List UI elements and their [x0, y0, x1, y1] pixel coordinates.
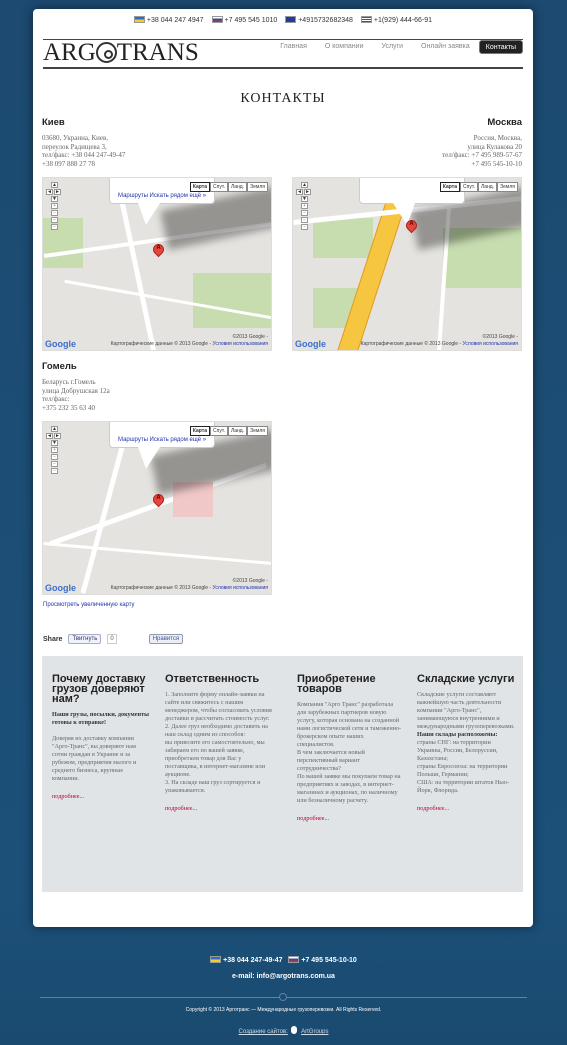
- map-terms-link[interactable]: Условия использования: [212, 341, 268, 347]
- column-why-us: Почему доставку грузов доверяют нам? Наши грузы, посылки, документы готовы к отправке! Доверяя их доставку компании "Арго-Транс", вы доверяют нам сотни граждан в Украине и за рубежом, предприятия малого и среднего бизнеса, крупные компании. подробнее...: [52, 673, 149, 800]
- email-link[interactable]: info@argotrans.com.ua: [256, 973, 335, 980]
- page-title: КОНТАКТЫ: [240, 91, 326, 106]
- info-panel: [42, 656, 523, 892]
- eu-flag-icon: [285, 16, 296, 23]
- map-gomel[interactable]: Маршруты Искать рядом ещё » ▲ ◄ ► ▼ + − − − Карта Спут. Ланд. Земля A Google ©2013 Google - Картографические данные © 2013 Google - Условия использования: [42, 421, 272, 595]
- map-moscow-zoom-control[interactable]: ▲ ◄ ► ▼ + − − −: [297, 183, 310, 230]
- map-marker-icon[interactable]: A: [153, 244, 164, 259]
- view-large-map-link[interactable]: Просмотреть увеличенную карту: [43, 602, 135, 608]
- map-terms-link[interactable]: Условия использования: [212, 585, 268, 591]
- nav-home[interactable]: Главная: [280, 43, 307, 50]
- usa-flag-icon: [361, 16, 372, 23]
- main-nav: [271, 40, 523, 54]
- address-gomel: Беларусь г.Гомель улица Добрушская 12а тел/факс: +375 232 35 63 40: [42, 378, 110, 412]
- address-moscow: Россия, Москва, улица Кулакова 20 тел/факс: +7 495 989-57-67 +7 495 545-10-10: [442, 134, 522, 168]
- footer-copyright: Copyright © 2013 Арготранс — Международные грузоперевозки. All Rights Reserved.: [185, 1007, 382, 1013]
- map-kiev[interactable]: Маршруты Искать рядом ещё » ▲ ◄ ► ▼ + − − − Карта Спут. Ланд. Земля A Google ©2013 Google - Картографические данные © 2013 Google - Условия использования: [42, 177, 272, 351]
- header-line-bottom: [43, 67, 523, 69]
- map-moscow-type-switch[interactable]: Карта Спут. Ланд. Земля: [440, 182, 518, 192]
- logo-globe-icon: [96, 42, 117, 63]
- footer-email: e-mail: info@argotrans.com.ua: [232, 973, 335, 980]
- facebook-like-button[interactable]: Нравится: [149, 634, 183, 644]
- map-kiev-links[interactable]: Маршруты Искать рядом ещё »: [118, 193, 207, 199]
- column-warehouse: Складские услуги Складские услуги составляют важнейшую часть деятельности компании "Арго-Транс", занимающуюся внутренними и международными грузоперевозками. Наши склады расположены: страны СНГ: на территории Украины, России, Белоруссии, Казахстана; страны Евросоюза: на территории Польши, Германии; США: на территории штатов Нью-Йорк, Флорида. подробнее...: [417, 674, 517, 812]
- tweet-button[interactable]: Твитнуть: [68, 634, 101, 644]
- more-link[interactable]: подробнее...: [165, 805, 198, 812]
- column-title: Ответственность: [165, 673, 260, 685]
- column-responsibility: Ответственность 1. Заполните форму онлайн-заявки на сайте или свяжитесь с нашим менеджером, чтобы согласовать условия доставки и рассчитать стоимость услуг. 2. Далее груз необходимо доставить на наш склад одним из способов: вы привозите его самостоятельно, мы забираем его по вашей заявке, приобретаем товар для Вас у поставщика, в интернет-магазине или аукционе. 3. На складе ваш груз сортируется и упаковывается. подробнее...: [165, 673, 272, 812]
- topbar-phones: [33, 9, 533, 32]
- share-bar: Share Твитнуть 0 Нравится: [43, 634, 183, 644]
- map-terms-link[interactable]: Условия использования: [462, 341, 518, 347]
- more-link[interactable]: подробнее...: [417, 805, 450, 812]
- tweet-count: 0: [107, 634, 116, 644]
- google-logo[interactable]: Google: [45, 583, 76, 593]
- address-kiev: 03680, Украина, Киев, переулок Радищева 3, тел/факс: +38 044 247-49-47 +38 097 888 27 78: [42, 134, 126, 168]
- nav-contacts[interactable]: Контакты: [479, 40, 523, 54]
- footer-divider-ornament: [279, 993, 287, 1001]
- ukraine-flag-icon: [134, 16, 145, 23]
- column-title: Складские услуги: [417, 673, 515, 685]
- page-container: [33, 9, 533, 927]
- map-kiev-type-switch[interactable]: Карта Спут. Ланд. Земля: [190, 182, 268, 192]
- map-marker-icon[interactable]: A: [153, 494, 164, 509]
- phone-ua: +38 044 247 4947: [134, 17, 204, 24]
- nav-services[interactable]: Услуги: [381, 43, 404, 50]
- google-logo[interactable]: Google: [45, 339, 76, 349]
- map-kiev-zoom-control[interactable]: ▲ ◄ ► ▼ + − − −: [47, 183, 60, 230]
- phone-us: +1(929) 444-66-91: [361, 17, 432, 24]
- footer-phones: +38 044 247-49-47 +7 495 545-10-10: [0, 956, 567, 964]
- column-title: Приобретение товаров: [297, 673, 376, 695]
- map-moscow[interactable]: ▲ ◄ ► ▼ + − − − Карта Спут. Ланд. Земля A Google ©2013 Google - Картографические данные © 2013 Google - Условия использования: [292, 177, 522, 351]
- nav-order[interactable]: Онлайн заявка: [421, 43, 470, 50]
- more-link[interactable]: подробнее...: [297, 815, 330, 822]
- russia-flag-icon: [288, 956, 299, 963]
- city-moscow: Москва: [487, 117, 522, 128]
- city-kiev: Киев: [42, 117, 65, 128]
- artgroups-logo-icon: [291, 1026, 297, 1034]
- site-logo[interactable]: ARG TRANS: [43, 39, 199, 66]
- map-gomel-zoom-control[interactable]: ▲ ◄ ► ▼ + − − −: [47, 427, 60, 474]
- made-by-link[interactable]: Создание сайтов:: [238, 1029, 288, 1035]
- phone-eu: +4915732682348: [285, 17, 353, 24]
- column-purchasing: Приобретение товаров Компания "Арго Транс" разработала для зарубежных партнеров новую услугу, которая основана на созданной нами логистической сети и таможенно-брокерском опыте наших специалистов. В чем заключается новый перспективный вариант сотрудничества? По вашей заявке мы покупаем товар на предприятиях и заводах, в интернет-магазинах и аукционах, по наличному или безналичному расчету. подробнее...: [297, 673, 402, 822]
- more-link[interactable]: подробнее...: [52, 793, 85, 800]
- nav-about[interactable]: О компании: [324, 43, 364, 50]
- ukraine-flag-icon: [210, 956, 221, 963]
- google-logo[interactable]: Google: [295, 339, 326, 349]
- russia-flag-icon: [212, 16, 223, 23]
- artgroups-link[interactable]: ArtGroups: [301, 1029, 329, 1035]
- city-gomel: Гомель: [42, 361, 77, 372]
- column-title: Почему доставку грузов доверяют нам?: [52, 673, 146, 705]
- footer-credit: [0, 1026, 567, 1035]
- phone-ru: +7 495 545 1010: [212, 17, 278, 24]
- map-gomel-links[interactable]: Маршруты Искать рядом ещё »: [118, 437, 207, 443]
- map-gomel-type-switch[interactable]: Карта Спут. Ланд. Земля: [190, 426, 268, 436]
- map-marker-icon[interactable]: A: [406, 220, 417, 235]
